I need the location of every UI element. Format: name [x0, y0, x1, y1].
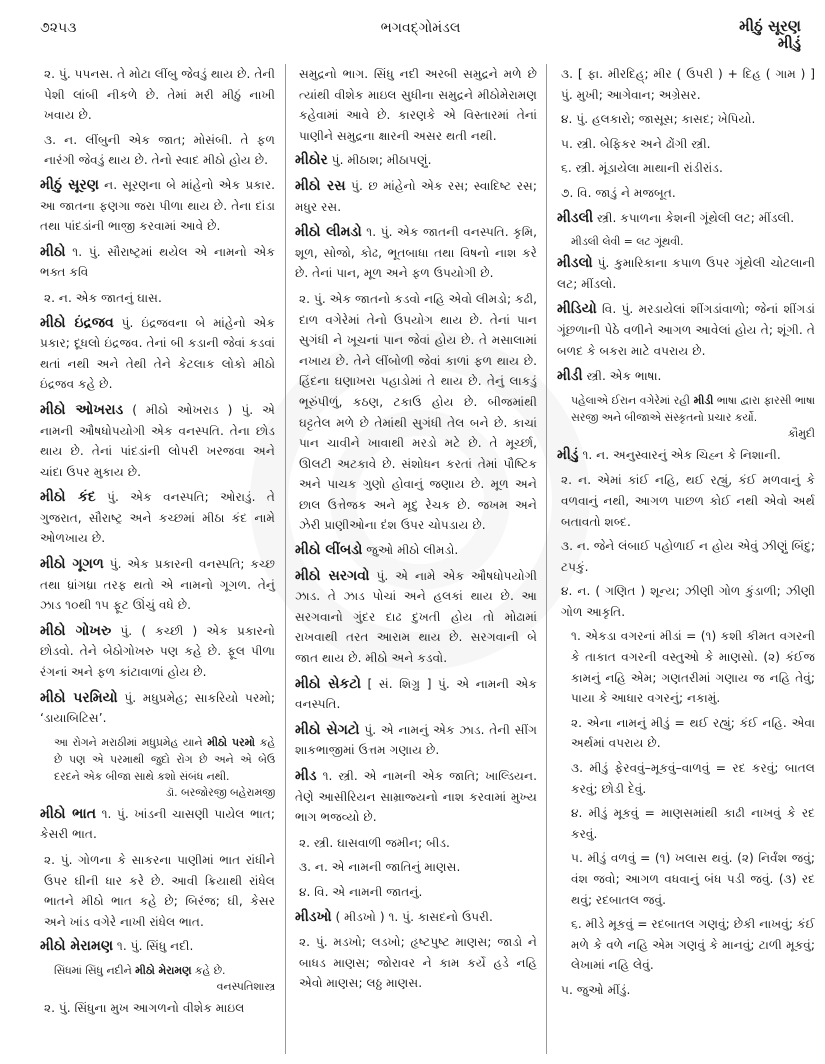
phrase: ૨. એના નામનું મીડું = થઈ રહ્યું; કંઈ નહિ. એવા અર્થમાં વપરાય છે. — [571, 715, 815, 751]
sense: ૨. પું. સિંધુના મુખ આગળનો વીશેક માઇલ — [44, 1000, 245, 1015]
dictionary-entry — [295, 907, 537, 928]
dictionary-columns — [40, 64, 815, 1054]
dictionary-entry — [40, 804, 275, 845]
headword: મીઠો મેરામણ — [40, 938, 114, 955]
headword: મીઠો સરગવો — [295, 567, 370, 584]
citation-source: કૌમુદી — [787, 426, 815, 440]
headword: મીઠું સૂરણ — [40, 176, 99, 193]
headword: મીઠો ભાત — [40, 805, 97, 822]
sense: ૪. વિ. એ નામની જાતનું. — [299, 884, 423, 899]
dictionary-entry — [40, 242, 275, 283]
dictionary-entry — [557, 208, 815, 229]
definition: પું. એક પ્રકારની વનસ્પતિ; કચ્છ તથા ધ્રાંગધ્રા તરફ થતો એ નામનો ગૂગળ. તેનું ઝાડ ૧૦થી ૧૫ ફૂટ ઊંચું વધે છે. — [40, 557, 275, 613]
definition: પું. મધુપ્રમેહ; સાકરિયો પરમો; ‘ડાયાબિટિસ’. — [40, 690, 276, 726]
citation-quote: આ રોગને મરાઠીમાં મધુપ્રમેહ યાને મીઠો પરમો કહે છે પણ એ પરમાથી જુદો રોગ છે અને એ બેઉ દરદને એક બીજા સાથે કશો સંબંધ નથી. ડૉ. બરજોરજી બહેરામજી — [54, 735, 275, 799]
sense: ૩. ન. જેને લંબાઈ પહોળાઈ ન હોય એવું ઝીણું બિંદુ; ટપકું. — [561, 539, 815, 574]
sense: ૨. સ્ત્રી. ઘાસવાળી જમીન; બીડ. — [299, 835, 450, 850]
headword: મીઠો સેકટો — [295, 675, 361, 692]
phrase: ૩. મીડું ફેરવવું–મૂકવું–વાળવું = રદ કરવું; બાતલ કરવું; છોડી દેવું. — [571, 761, 815, 796]
dictionary-entry — [40, 554, 275, 616]
headword: મીઠો લીંબડો — [295, 542, 363, 559]
definition: પું. એ નામનું એક ઝાડ. તેની સીંગ શાકભાજીમાં ઉત્તમ ગણાય છે. — [295, 722, 537, 758]
column-1 — [40, 64, 285, 1054]
guide-word-first: મીઠું સૂરણ — [739, 17, 801, 35]
citation-source: ડૉ. બરજોરજી બહેરામજી — [165, 785, 275, 799]
citation-quote: પહેલાએ ઈરાન વગેરેમાં રહી મીડી ભાષા દ્વારા ફારસી ભાષા સરજી અને બીજાએ સંસ્કૃતનો પ્રચાર કર્યો. કૌમુદી — [571, 393, 815, 440]
headword: મીડ — [295, 768, 317, 784]
dictionary-entry — [557, 445, 815, 466]
definition: પું. ઇંદ્રજવના બે માંહેનો એક પ્રકાર; દૂધલો ઇંદ્રજવ. તેનાં બી કડાની જેવાં કડવાં થતાં નથી અને તેથી તેને કેટલાક લોકો મીઠો ઇંદ્રજવ કહે છે. — [40, 315, 276, 392]
sense: ૨. પું. એક જાતનો કડવો નહિ એવો લીમડો; કઢી, દાળ વગેરેમાં તેનો ઉપયોગ થાય છે. તેનાં પાન સુગંધી ને ખૂચનાં પાન જેવાં હોય છે. તે મસાલામાં નખાય છે. તેને લીંબોળી જેવાં કાળાં ફળ થાય છે. હિંદના ઘણાખરા પહાડોમાં તે થાય છે. તેનું લાકડું ભૂરુંપીળું, કઠણ, ટકાઉ હોય છે. બીજમાંથી ઘટ્ટતેલ મળે છે તેમાંથી સુગંધી તેલ બને છે. કાચાં પાન ચાવીને ખાવાથી મરડો મટે છે. તે મૂર્ચ્છા, ઊલટી અટકાવે છે. સંશોધન કરતાં તેમાં પૌષ્ટિક અને પાચક ગુણો હોવાનું જણાય છે. મૂળ અને છાલ ઉત્તેજક અને મૃદુ રેચક છે. જખમ અને ઝેરી પ્રાણીઓના દંશ ઉપર ચોપડાય છે. — [299, 291, 537, 533]
sense: ૪. ન. ( ગણિત ) શૂન્ય; ઝીણી ગોળ કુંડાળી; ઝીણી ગોળ આકૃતિ. — [561, 584, 815, 619]
idiom: મીડલી લેવી = લટ ગૂંથવી. — [571, 235, 684, 249]
definition: પું. કુમારિકાના કપાળ ઉપર ગૂંથેલી ચોટલાની લટ; મીંડલો. — [557, 256, 815, 291]
guide-words — [739, 18, 801, 52]
dictionary-entry — [40, 400, 275, 482]
dictionary-entry — [40, 487, 275, 549]
headword: મીઠો પરમિયો — [40, 689, 118, 706]
book-title: ભગવદ્ગોમંડલ — [380, 20, 461, 36]
headword: મીઠો સેગટો — [295, 721, 360, 738]
definition: ૧. ન. અનુસ્વારનું એક ચિહ્ન કે નિશાની. — [578, 447, 781, 462]
headword: મીઠો — [40, 243, 66, 260]
dictionary-entry — [295, 222, 537, 284]
citation-quote: સિંધમાં સિંધુ નદીને મીઠો મેરામણ કહે છે. વનસ્પતિશાસ્ત્ર — [54, 963, 275, 993]
dictionary-entry — [557, 253, 815, 294]
dictionary-entry — [295, 720, 537, 761]
definition: જુઓ મીઠો લીમડો. — [362, 543, 459, 558]
dictionary-entry — [557, 366, 815, 387]
dictionary-entry — [557, 299, 815, 361]
headword: મીડિયો — [557, 301, 597, 318]
definition: સ્ત્રી. કપાળના કેશની ગૂંથેલી લટ; મીંડલી. — [593, 210, 795, 225]
page-header — [40, 16, 801, 60]
dictionary-entry — [40, 175, 275, 237]
definition: ન. સૂરણના બે માંહેનો એક પ્રકાર. આ જાતના ફણગા જરા પીળા થાય છે. તેના દાંડા તથા પાંદડાંની ભાજી કરવામાં આવે છે. — [40, 177, 276, 234]
headword: મીડલી — [557, 209, 594, 226]
headword: મીઠો ઇંદ્રજવ — [40, 314, 114, 331]
phrase: ૫. મીડું વળવું = (૧) ખલાસ થવું. (૨) નિર્વંશ જવું; વંશ જવો; આગળ વધવાનું બંધ પડી જવું. (૩) રદ થવું; રદબાતલ જવું. — [571, 851, 815, 907]
definition: ( મીઠો ઓખરાડ ) પું. એ નામની ઔષધોપયોગી એક વનસ્પતિ. તેના છોડ થાય છે. તેનાં પાંદડાંની લોપરી ખરજવા અને ચાંદા ઉપર મુકાય છે. — [40, 402, 275, 479]
dictionary-entry — [40, 936, 275, 957]
sense: ૨. પું. ગોળના કે સાકરના પાણીમાં ભાત રાંધીને ઉપર ઘીની ધાર કરે છે. આવી ક્રિયાથી રાંધેલ ભાતને મીઠો ભાત કહે છે; બિરંજ; ઘી, કેસર અને ખાંડ વગેરે નાખી રાંધેલ ભાત. — [44, 853, 275, 929]
dictionary-entry — [295, 540, 537, 561]
dictionary-entry — [40, 621, 275, 683]
dictionary-entry — [40, 688, 275, 729]
citation-source: વનસ્પતિશાસ્ત્ર — [216, 979, 275, 993]
sense: ૨. પું. મડખો; લડખો; હૃષ્ટપુષ્ટ માણસ; જાડો ને બાધડ માણસ; જોરાવર ને કામ કર્યે હડે નહિ એવો માણસ; લઠ્ઠ માણસ. — [299, 935, 537, 991]
headword: મીઠો ગોખરુ — [40, 622, 112, 639]
phrase: ૪. મીડું મૂકવું = માણસમાંથી કાઢી નાખવું કે રદ કરવું. — [571, 806, 815, 841]
sense: ૩. ન. એ નામની જાતિનું માણસ. — [299, 860, 461, 875]
sense: ૭. વિ. જાડું ને મજબૂત. — [561, 185, 676, 200]
definition: ૧. પું. ખાંડની ચાસણી પાયેલ ભાત; કેસરી ભાત. — [40, 806, 275, 842]
headword: મીડલો — [557, 255, 593, 272]
definition: પું. ( કચ્છી ) એક પ્રકારનો છોડવો. તેને બેઠોગોખરુ પણ કહે છે. ફૂલ પીળા રંગનાં અને ફળ કાંટાવાળાં હોય છે. — [40, 623, 275, 680]
headword: મીડી — [557, 368, 583, 385]
definition: [ સં. શિગ્રુ ] પું. એ નામની એક વનસ્પતિ. — [295, 676, 537, 712]
sense: ૩. ન. લીંબુની એક જાત; મોસંબી. તે ફળ નારંગી જેવડું થાય છે. તેનો સ્વાદ મીઠો હોય છે. — [44, 132, 275, 168]
dictionary-entry — [295, 566, 537, 669]
definition: વિ. પું. મરડાયેલાં શીંગડાંવાળો; જેનાં શીંગડાં ગૂંછળાની પેઠે વળીને આગળ આવેલાં હોય તે; શૂંગી. તે બળદ કે બકરા માટે વપરાય છે. — [557, 302, 815, 358]
definition: સ્ત્રી. એક ભાષા. — [582, 369, 662, 384]
phrase: ૧. એકડા વગરનાં મીડાં = (૧) કશી કીમત વગરની કે તાકાત વગરની વસ્તુઓ કે માણસો. (૨) કંઈજ કામનું નહિ એમ; ગણતરીમાં ગણાય જ નહિ તેવું; પાયા કે આધાર વગરનું; નકામું. — [571, 629, 815, 706]
headword: મીઠો ઓખરાડ — [40, 401, 124, 418]
definition: પું. એક વનસ્પતિ; ઓરાડું. તે ગુજરાત, સૌરાષ્ટ્ર અને કચ્છમાં મીઠા કંદ નામે ઓળખાય છે. — [40, 490, 275, 546]
guide-word-last: મીડું — [777, 34, 801, 52]
headword: મીઠો રસ — [295, 177, 346, 194]
dictionary-entry — [295, 766, 537, 828]
column-2 — [285, 64, 547, 1054]
headword: મીઠો લીમડો — [295, 224, 362, 241]
dictionary-entry — [295, 150, 537, 171]
continued-text: સમુદ્રનો ભાગ. સિંધુ નદી અરબી સમુદ્રને મળે છે ત્યાંથી વીશેક માઇલ સુધીના સમુદ્રને મીઠોમેરામણ કહેવામાં આવે છે. કારણકે એ વિસ્તારમાં તેનાં પાણીને સમુદ્રના ક્ષારની અસર થતી નથી. — [299, 67, 537, 143]
sense: ૫. જુઓ મીંડું. — [561, 982, 631, 997]
headword: મીઠો કંદ — [40, 489, 96, 506]
sense: ૬. સ્ત્રી. મૂંડાયેલા માથાની રાંડીરાંડ. — [561, 161, 723, 176]
headword: મીઠોર — [295, 152, 328, 169]
sense: ૫. સ્ત્રી. બેફિકર અને ઢોંગી સ્ત્રી. — [561, 136, 711, 151]
headword: મીઠો ગૂગળ — [40, 556, 104, 573]
dictionary-entry — [295, 674, 537, 715]
phrase: ૬. મીડે મૂકવું = રદબાતલ ગણવું; છેકી નાખવું; કંઈ મળે કે વળે નહિ એમ ગણવું કે માનવું; ટાળી મૂકવું; લેખામાં નહિ લેવું. — [571, 917, 815, 973]
definition: ૧. સ્ત્રી. એ નામની એક જાતિ; ખાલ્ડિયન. તેણે આસીરિયન સામ્રાજ્યનો નાશ કરવામાં મુખ્ય ભાગ ભજવ્યો છે. — [295, 769, 537, 825]
definition: પું. એ નામે એક ઔષધોપયોગી ઝાડ. તે ઝાડ પોચાં અને હલકાં થાય છે. આ સરગવાનો ગુંદર દાઢ દુખતી હોય તો મોઢામાં રાખવાથી તરત આરામ થાય છે. સરગવાની બે જાત થાય છે. મીઠો અને કડવો. — [295, 568, 538, 666]
page-number: ૭૨૫૩ — [40, 20, 77, 36]
dictionary-entry — [40, 313, 275, 395]
definition: ( મીડખો ) ૧. પું. કાસદનો ઉપરી. — [331, 909, 493, 924]
definition: ૧. પું. સૌરાષ્ટ્રમાં થયેલ એ નામનો એક ભક્ત કવિ — [40, 244, 275, 280]
sense: ૪. પું. હલકારો; જાસૂસ; કાસદ; ખેપિયો. — [561, 112, 756, 127]
definition: ૧. પું. એક જાતની વનસ્પતિ. કૃમિ, શૂળ, સોજો, કોઢ, ભૂતબાધા તથા વિષનો નાશ કરે છે. તેનાં પાન, મૂળ અને ફળ ઉપયોગી છે. — [295, 225, 537, 281]
sense: ૨. ન. એક જાતનું ઘાસ. — [44, 290, 162, 305]
sense: ૨. ન. એમાં કાંઈ નહિ, થઈ રહ્યું, કંઈ મળવાનું કે વળવાનું નથી, આગળ પાછળ કોઈ નથી એવો અર્થ બતાવતો શબ્દ. — [561, 473, 815, 529]
definition: પું. છ માંહેનો એક રસ; સ્વાદિષ્ટ રસ; મધુર રસ. — [295, 178, 537, 214]
sense: ૩. [ ફા. મીરદિહ્; મીર ( ઉપરી ) + દિહ ( ગામ ) ] પું. મુખી; આગેવાન; અગ્રેસર. — [561, 67, 815, 102]
headword: મીડખો — [295, 908, 332, 925]
definition: પું. મીઠાશ; મીઠાપણું. — [327, 153, 432, 168]
headword: મીડું — [557, 446, 579, 463]
definition: ૧. પું. સિંધુ નદી. — [113, 939, 194, 954]
column-3 — [547, 64, 815, 1054]
dictionary-entry — [295, 176, 537, 217]
sense: ૨. પું. પપનસ. તે મોટા લીંબુ જેવડું થાય છે. તેની પેશી લાંબી નીકળે છે. તેમાં મરી મીઠું નાખી ખવાય છે. — [44, 67, 275, 123]
